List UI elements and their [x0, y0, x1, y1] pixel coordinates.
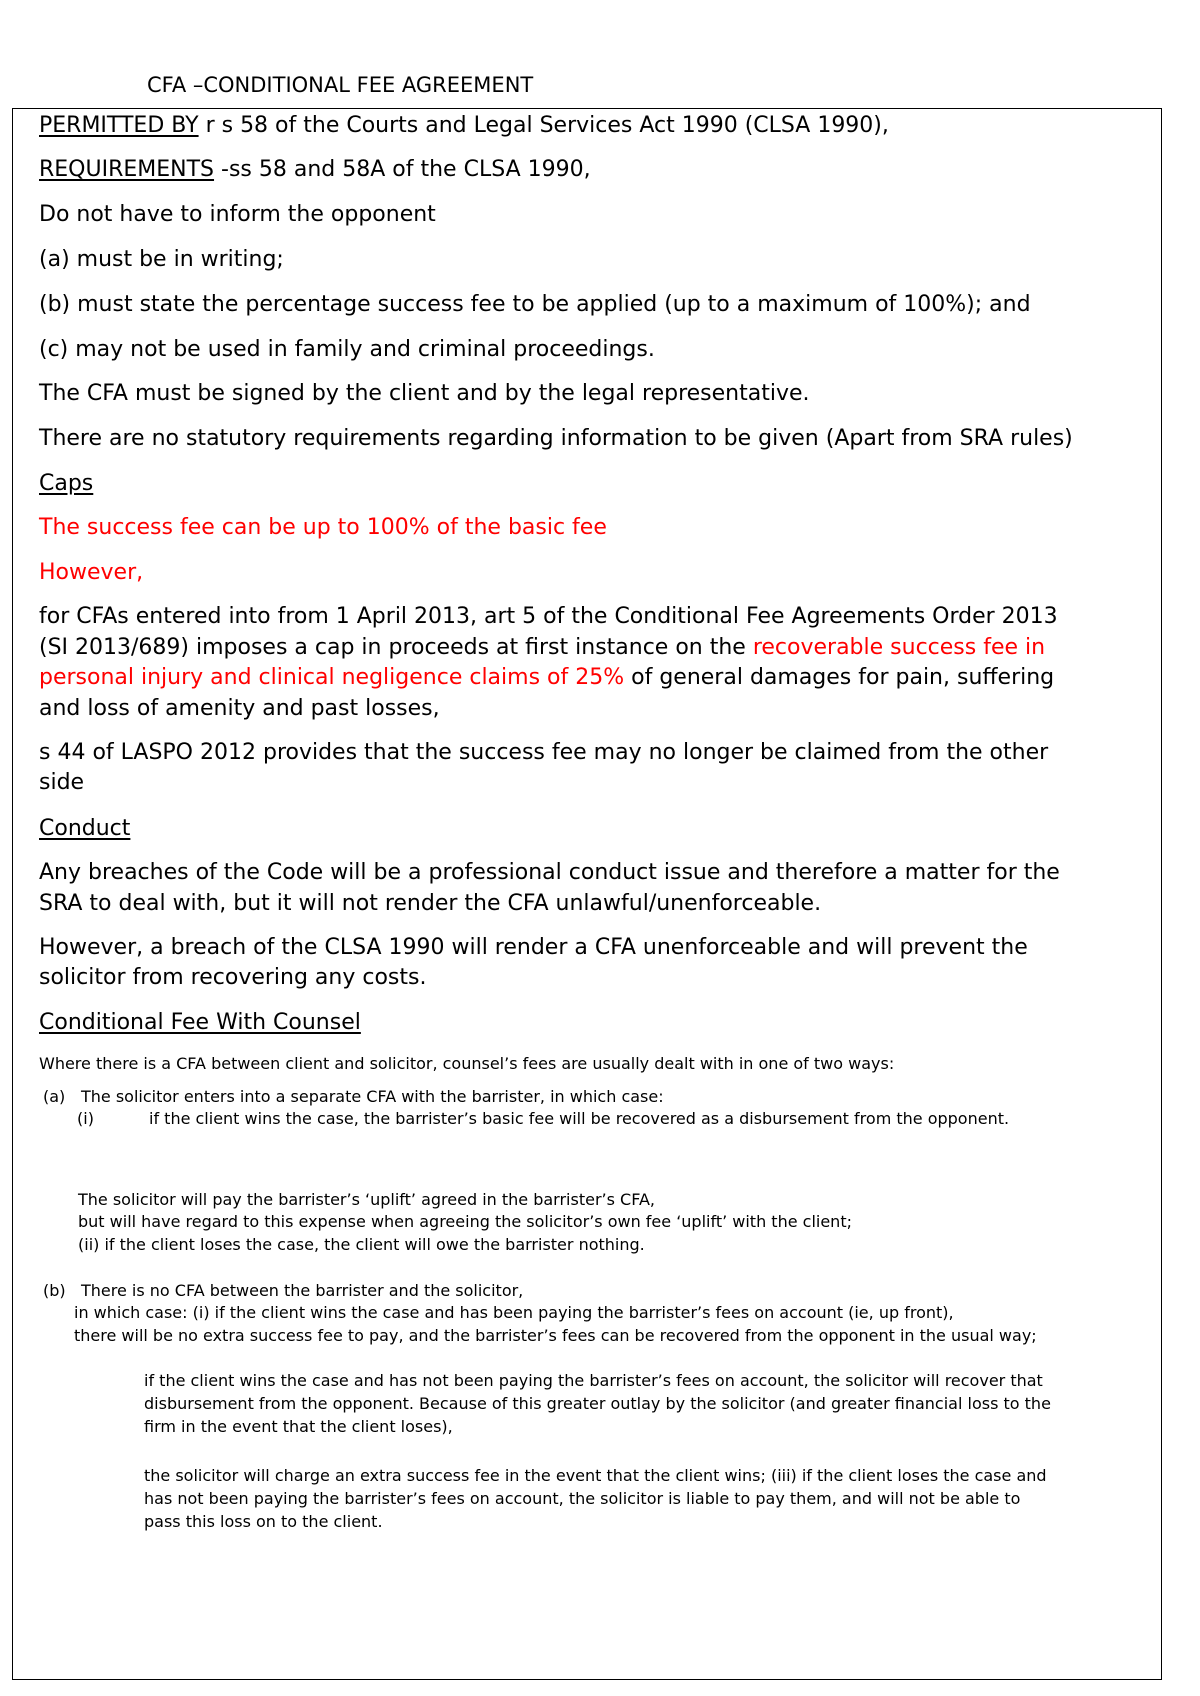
caps-text: of general damages for pain, suffering	[624, 665, 1055, 690]
conduct-paragraph-line: However, a breach of the CLSA 1990 will render a CFA unenforceable and will prevent the	[39, 935, 1028, 960]
content-box	[12, 108, 1162, 1680]
information-text: There are no statutory requirements regarding information to be given (Apart from SRA rules)	[39, 426, 1073, 451]
laspo-paragraph-line: s 44 of LASPO 2012 provides that the success fee may no longer be claimed from the other	[39, 740, 1049, 765]
caps-paragraph-line: for CFAs entered into from 1 April 2013, art 5 of the Conditional Fee Agreements Order 2013	[39, 604, 1058, 629]
conduct-paragraph-line: SRA to deal with, but it will not render the CFA unlawful/unenforceable.	[39, 891, 822, 916]
option-a-i-marker: (i)	[77, 1109, 94, 1128]
no-inform-text: Do not have to inform the opponent	[39, 202, 436, 227]
requirements-heading: REQUIREMENTS	[39, 157, 215, 182]
option-b	[43, 1279, 523, 1303]
document-title: CFA –CONDITIONAL FEE AGREEMENT	[147, 73, 534, 97]
caps-paragraph-line: and loss of amenity and past losses,	[39, 696, 440, 721]
option-a-marker: (a)	[43, 1087, 66, 1106]
caps-success-fee-note: The success fee can be up to 100% of the basic fee	[39, 515, 607, 540]
conduct-heading: Conduct	[39, 816, 131, 841]
permitted-line	[39, 109, 889, 142]
caps-highlight: personal injury and clinical negligence claims of 25%	[39, 665, 625, 690]
requirement-a: (a) must be in writing;	[39, 247, 284, 272]
caps-paragraph-line	[39, 631, 1045, 664]
conduct-paragraph-line: solicitor from recovering any costs.	[39, 965, 427, 990]
option-b-paragraph-line: the solicitor will charge an extra success fee in the event that the client wins; (iii) if the client loses the case and	[144, 1466, 1047, 1485]
caps-paragraph-line	[39, 661, 1054, 694]
option-a-text: The solicitor enters into a separate CFA with the barrister, in which case:	[81, 1087, 664, 1106]
caps-highlight: recoverable success fee in	[752, 635, 1046, 660]
caps-heading: Caps	[39, 471, 94, 496]
option-a	[43, 1085, 664, 1109]
requirement-c: (c) may not be used in family and criminal proceedings.	[39, 337, 655, 362]
counsel-heading: Conditional Fee With Counsel	[39, 1010, 361, 1035]
option-b-paragraph-line: firm in the event that the client loses),	[144, 1417, 453, 1436]
option-a-paragraph-line: (ii) if the client loses the case, the client will owe the barrister nothing.	[78, 1235, 645, 1254]
option-a-paragraph-line: but will have regard to this expense when agreeing the solicitor’s own fee ‘uplift’ with the client;	[78, 1212, 852, 1231]
option-b-paragraph-line: pass this loss on to the client.	[144, 1512, 383, 1531]
option-a-i-text: if the client wins the case, the barrister’s basic fee will be recovered as a disbursement from the opponent.	[149, 1109, 1010, 1128]
option-b-paragraph-line: if the client wins the case and has not been paying the barrister’s fees on account, the solicitor will recover that	[144, 1371, 1043, 1390]
caps-however: However,	[39, 560, 144, 585]
option-b-paragraph-line: in which case: (i) if the client wins the case and has been paying the barrister’s fees on account (ie, up front),	[74, 1303, 954, 1322]
option-b-paragraph-line: there will be no extra success fee to pay, and the barrister’s fees can be recovered from the opponent in the usual way;	[74, 1326, 1037, 1345]
permitted-text: r s 58 of the Courts and Legal Services Act 1990 (CLSA 1990),	[198, 113, 889, 138]
option-b-paragraph-line: disbursement from the opponent. Because of this greater outlay by the solicitor (and greater financial loss to the	[144, 1394, 1051, 1413]
signed-text: The CFA must be signed by the client and by the legal representative.	[39, 381, 810, 406]
requirement-b: (b) must state the percentage success fee to be applied (up to a maximum of 100%); and	[39, 292, 1031, 317]
counsel-intro: Where there is a CFA between client and solicitor, counsel’s fees are usually dealt with in one of two ways:	[39, 1054, 895, 1073]
conduct-paragraph-line: Any breaches of the Code will be a professional conduct issue and therefore a matter for the	[39, 860, 1060, 885]
laspo-paragraph-line: side	[39, 770, 85, 795]
permitted-heading: PERMITTED BY	[39, 113, 199, 138]
option-a-paragraph-line: The solicitor will pay the barrister’s ‘uplift’ agreed in the barrister’s CFA,	[78, 1190, 655, 1209]
option-b-paragraph-line: has not been paying the barrister’s fees on account, the solicitor is liable to pay them, and will not be able to	[144, 1489, 1021, 1508]
requirements-line	[39, 153, 591, 186]
requirements-text: -ss 58 and 58A of the CLSA 1990,	[214, 157, 591, 182]
caps-text: (SI 2013/689) imposes a cap in proceeds at first instance on the	[39, 635, 753, 660]
option-b-text: There is no CFA between the barrister and the solicitor,	[81, 1281, 524, 1300]
option-a-i	[77, 1107, 1009, 1131]
option-b-marker: (b)	[43, 1281, 66, 1300]
